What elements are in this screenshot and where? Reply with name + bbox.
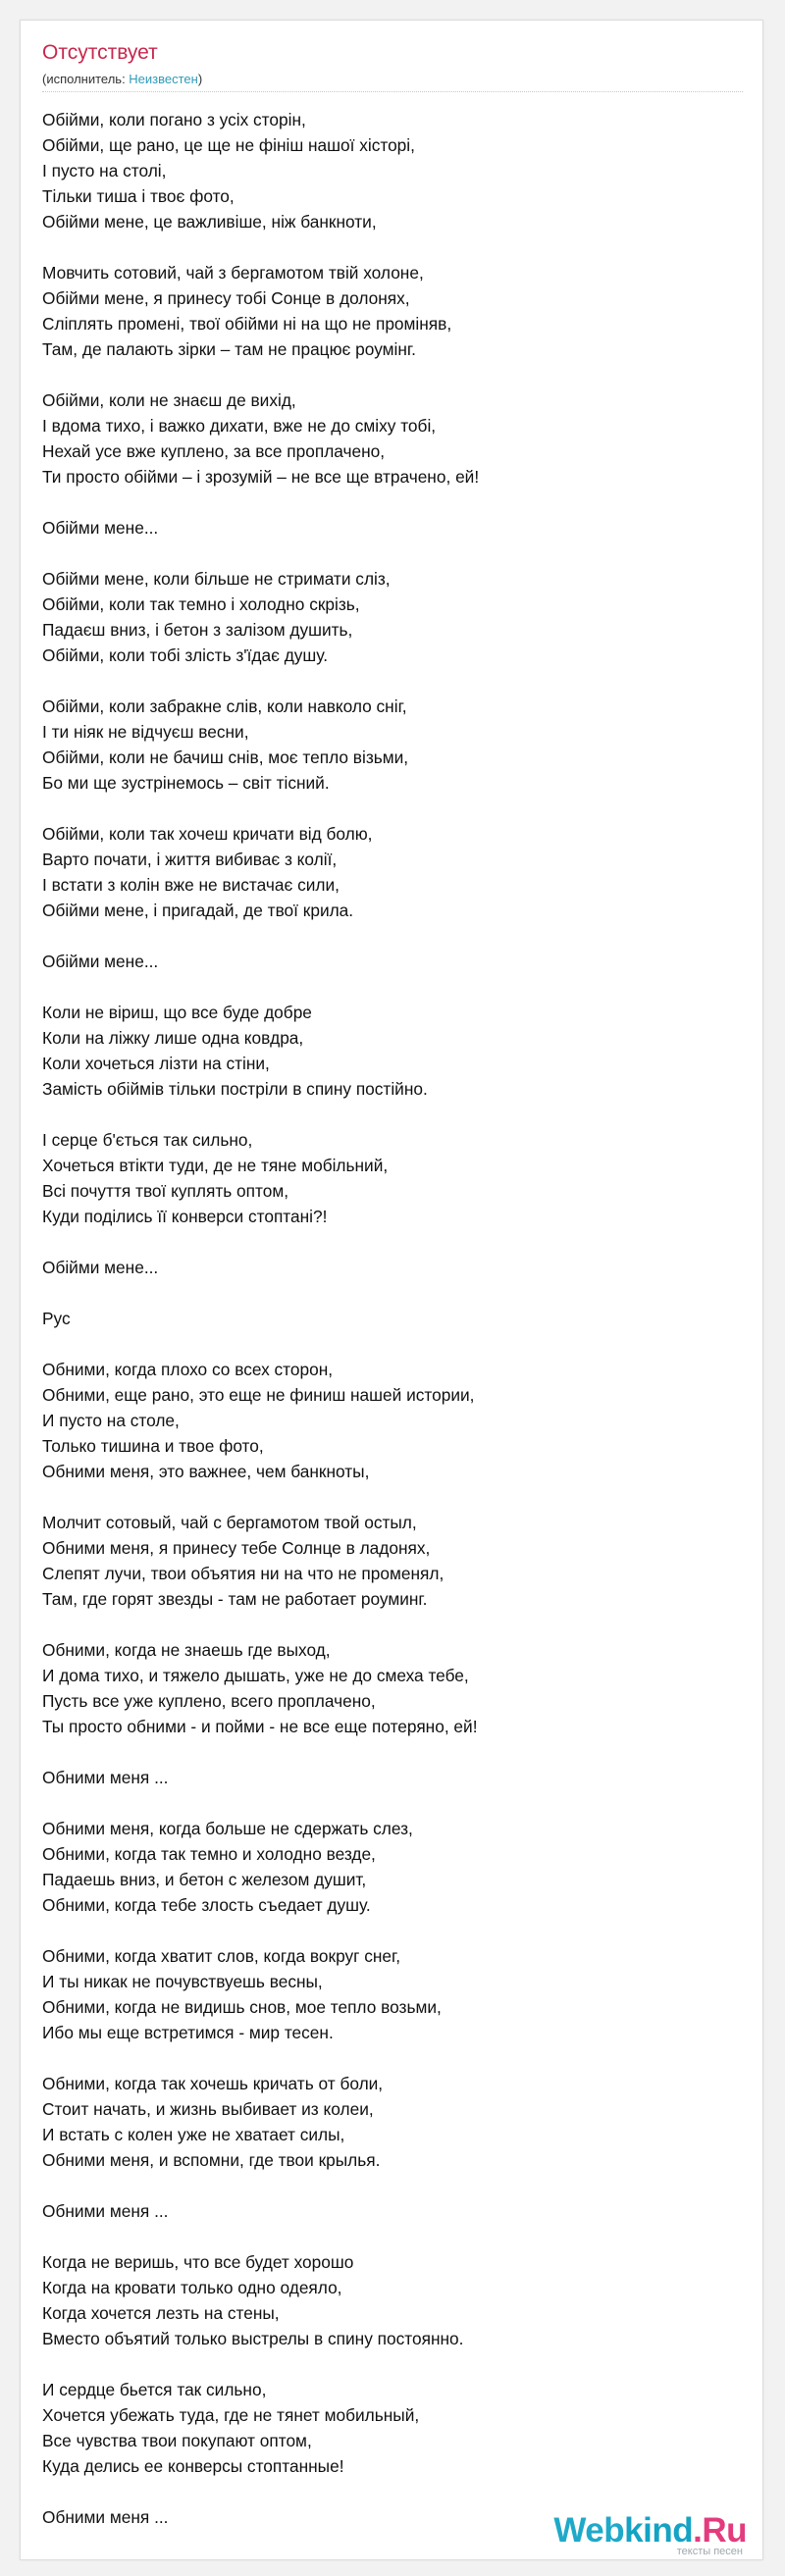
lyric-line: І серце б'ється так сильно,	[42, 1130, 253, 1150]
lyric-line: Ти просто обійми – і зрозумій – не все ще втрачено, ей!	[42, 467, 480, 487]
lyric-line: Обійми, коли забракне слів, коли навколо сніг,	[42, 696, 407, 716]
lyric-line: Обними меня ...	[42, 2201, 169, 2221]
lyrics-card	[20, 20, 763, 2560]
lyric-line: И ты никак не почувствуешь весны,	[42, 1972, 323, 1991]
lyric-line: Коли не віриш, що все буде добре	[42, 1003, 312, 1022]
stanza-break	[42, 489, 743, 515]
stanza-break	[42, 2351, 743, 2377]
stanza-break	[42, 668, 743, 694]
lyric-line: Все чувства твои покупают оптом,	[42, 2431, 312, 2450]
lyric-line: Коли на ліжку лише одна ковдра,	[42, 1028, 304, 1048]
lyrics-text	[42, 107, 743, 2530]
stanza-break	[42, 541, 743, 566]
lyric-line: Хочется убежать туда, где не тянет мобильный,	[42, 2405, 420, 2425]
lyric-line: Там, где горят звезды - там не работает роуминг.	[42, 1589, 428, 1609]
lyric-line: Рус	[42, 1309, 71, 1328]
stanza-break	[42, 2045, 743, 2071]
artist-prefix: (исполнитель:	[42, 72, 130, 86]
lyric-line: Там, де палають зірки – там не працює роумінг.	[42, 339, 416, 359]
logo-tagline: тексты песен	[676, 2546, 743, 2557]
lyric-line: Обними, когда хватит слов, когда вокруг снег,	[42, 1946, 401, 1966]
lyric-line: Стоит начать, и жизнь выбивает из колеи,	[42, 2099, 374, 2119]
artist-link[interactable]: Неизвестен	[129, 72, 198, 86]
lyric-line: Обійми, коли не бачиш снів, моє тепло візьми,	[42, 747, 409, 767]
stanza-break	[42, 1918, 743, 1943]
artist-suffix: )	[197, 72, 203, 86]
lyric-line: Куди поділись її конверси стоптані?!	[42, 1207, 328, 1226]
lyric-line: Сліплять промені, твої обійми ні на що не проміняв,	[42, 314, 452, 334]
stanza-break	[42, 923, 743, 949]
lyric-line: Обними меня ...	[42, 1768, 169, 1787]
lyric-line: Обійми мене, і пригадай, де твої крила.	[42, 901, 354, 920]
logo-web: Web	[553, 2511, 625, 2550]
lyric-line: Падаєш вниз, і бетон з залізом душить,	[42, 620, 353, 640]
lyric-line: Варто почати, і життя вибиває з колії,	[42, 850, 338, 869]
stanza-break	[42, 234, 743, 260]
lyric-line: Молчит сотовый, чай с бергамотом твой остыл,	[42, 1513, 417, 1532]
lyric-line: Обійми мене...	[42, 1258, 159, 1277]
lyric-line: Обними, когда не знаешь где выход,	[42, 1640, 331, 1660]
lyric-line: Обними, когда плохо со всех сторон,	[42, 1360, 334, 1379]
lyric-line: Коли хочеться лізти на стіни,	[42, 1054, 270, 1073]
stanza-break	[42, 2479, 743, 2504]
lyric-line: І вдома тихо, і важко дихати, вже не до сміху тобі,	[42, 416, 437, 436]
lyric-line: Когда хочется лезть на стены,	[42, 2303, 280, 2323]
lyric-line: Обійми мене, коли більше не стримати сліз,	[42, 569, 391, 589]
lyric-line: Обними меня, это важнее, чем банкноты,	[42, 1462, 370, 1481]
lyric-line: И дома тихо, и тяжело дышать, уже не до смеха тебе,	[42, 1666, 469, 1685]
lyric-line: І встати з колін вже не вистачає сили,	[42, 875, 340, 895]
lyric-line: Куда делись ее конверсы стоптанные!	[42, 2456, 344, 2476]
lyric-line: Нехай усе вже куплено, за все проплачено,	[42, 441, 386, 461]
stanza-break	[42, 1739, 743, 1765]
lyric-line: Обними, когда так темно и холодно везде,	[42, 1844, 376, 1864]
logo-kind: kind	[624, 2511, 694, 2550]
lyric-line: Пусть все уже куплено, всего проплачено,	[42, 1691, 376, 1711]
song-title: Отсутствует	[42, 41, 158, 64]
lyric-line: Обними меня, и вспомни, где твои крылья.	[42, 2150, 381, 2170]
lyric-line: Всі почуття твої куплять оптом,	[42, 1181, 289, 1201]
lyric-line: Бо ми ще зустрінемось – світ тісний.	[42, 773, 330, 793]
lyric-line: Обійми мене...	[42, 952, 159, 971]
lyric-line: Обними меня, я принесу тебе Солнце в ладонях,	[42, 1538, 431, 1558]
lyric-line: Замість обіймів тільки постріли в спину постійно.	[42, 1079, 428, 1099]
lyric-line: Когда не веришь, что все будет хорошо	[42, 2252, 354, 2272]
lyric-line: Слепят лучи, твои объятия ни на что не променял,	[42, 1564, 445, 1583]
lyric-line: Хочеться втікти туди, де не тяне мобільний,	[42, 1156, 389, 1175]
stanza-break	[42, 1229, 743, 1255]
stanza-break	[42, 362, 743, 387]
lyric-line: Обійми мене...	[42, 518, 159, 538]
lyric-line: Падаешь вниз, и бетон с железом душит,	[42, 1870, 367, 1889]
lyric-line: Обними, когда тебе злость съедает душу.	[42, 1895, 371, 1915]
logo-ru: .Ru	[693, 2511, 747, 2550]
lyric-line: Вместо объятий только выстрелы в спину постоянно.	[42, 2329, 464, 2348]
lyric-line: Обійми, коли погано з усіх сторін,	[42, 110, 306, 129]
lyric-line: Обними, когда так хочешь кричать от боли,	[42, 2074, 384, 2093]
lyric-line: И пусто на столе,	[42, 1411, 180, 1430]
title-divider	[42, 91, 743, 92]
lyric-line: Обійми, коли не знаєш де вихід,	[42, 390, 296, 410]
lyric-line: Только тишина и твое фото,	[42, 1436, 264, 1456]
lyric-line: Обійми мене, це важливіше, ніж банкноти,	[42, 212, 377, 232]
stanza-break	[42, 1484, 743, 1510]
stanza-break	[42, 974, 743, 1000]
lyric-line: Обними, еще рано, это еще не финиш нашей истории,	[42, 1385, 475, 1405]
stanza-break	[42, 1280, 743, 1306]
lyric-line: Обійми, ще рано, це ще не фініш нашої хісторі,	[42, 135, 415, 155]
lyric-line: Мовчить сотовий, чай з бергамотом твій холоне,	[42, 263, 424, 283]
stanza-break	[42, 2224, 743, 2249]
stanza-break	[42, 1612, 743, 1637]
stanza-break	[42, 2173, 743, 2198]
stanza-break	[42, 1331, 743, 1357]
site-logo[interactable]	[553, 2512, 747, 2557]
stanza-break	[42, 796, 743, 821]
stanza-break	[42, 1790, 743, 1816]
lyric-line: Когда на кровати только одно одеяло,	[42, 2278, 342, 2297]
lyric-line: Обійми мене, я принесу тобі Сонце в долонях,	[42, 288, 410, 308]
lyric-line: Тільки тиша і твоє фото,	[42, 186, 235, 206]
lyric-line: І ти ніяк не відчуєш весни,	[42, 722, 249, 742]
lyric-line: Обійми, коли так хочеш кричати від болю,	[42, 824, 373, 844]
lyric-line: И сердце бьется так сильно,	[42, 2380, 267, 2399]
lyric-line: Обними меня, когда больше не сдержать слез,	[42, 1819, 413, 1838]
lyric-line: Обійми, коли тобі злість з'їдає душу.	[42, 645, 329, 665]
lyric-line: Обними меня ...	[42, 2507, 169, 2527]
logo-wordmark	[553, 2512, 747, 2550]
lyric-line: И встать с колен уже не хватает силы,	[42, 2125, 345, 2144]
stanza-break	[42, 1102, 743, 1127]
lyric-line: Ты просто обними - и пойми - не все еще потеряно, ей!	[42, 1717, 478, 1736]
lyric-line: Обійми, коли так темно і холодно скрізь,	[42, 594, 360, 614]
lyric-line: Ибо мы еще встретимся - мир тесен.	[42, 2023, 334, 2042]
artist-line	[42, 72, 202, 86]
lyric-line: Обними, когда не видишь снов, мое тепло возьми,	[42, 1997, 442, 2017]
lyric-line: І пусто на столі,	[42, 161, 167, 180]
